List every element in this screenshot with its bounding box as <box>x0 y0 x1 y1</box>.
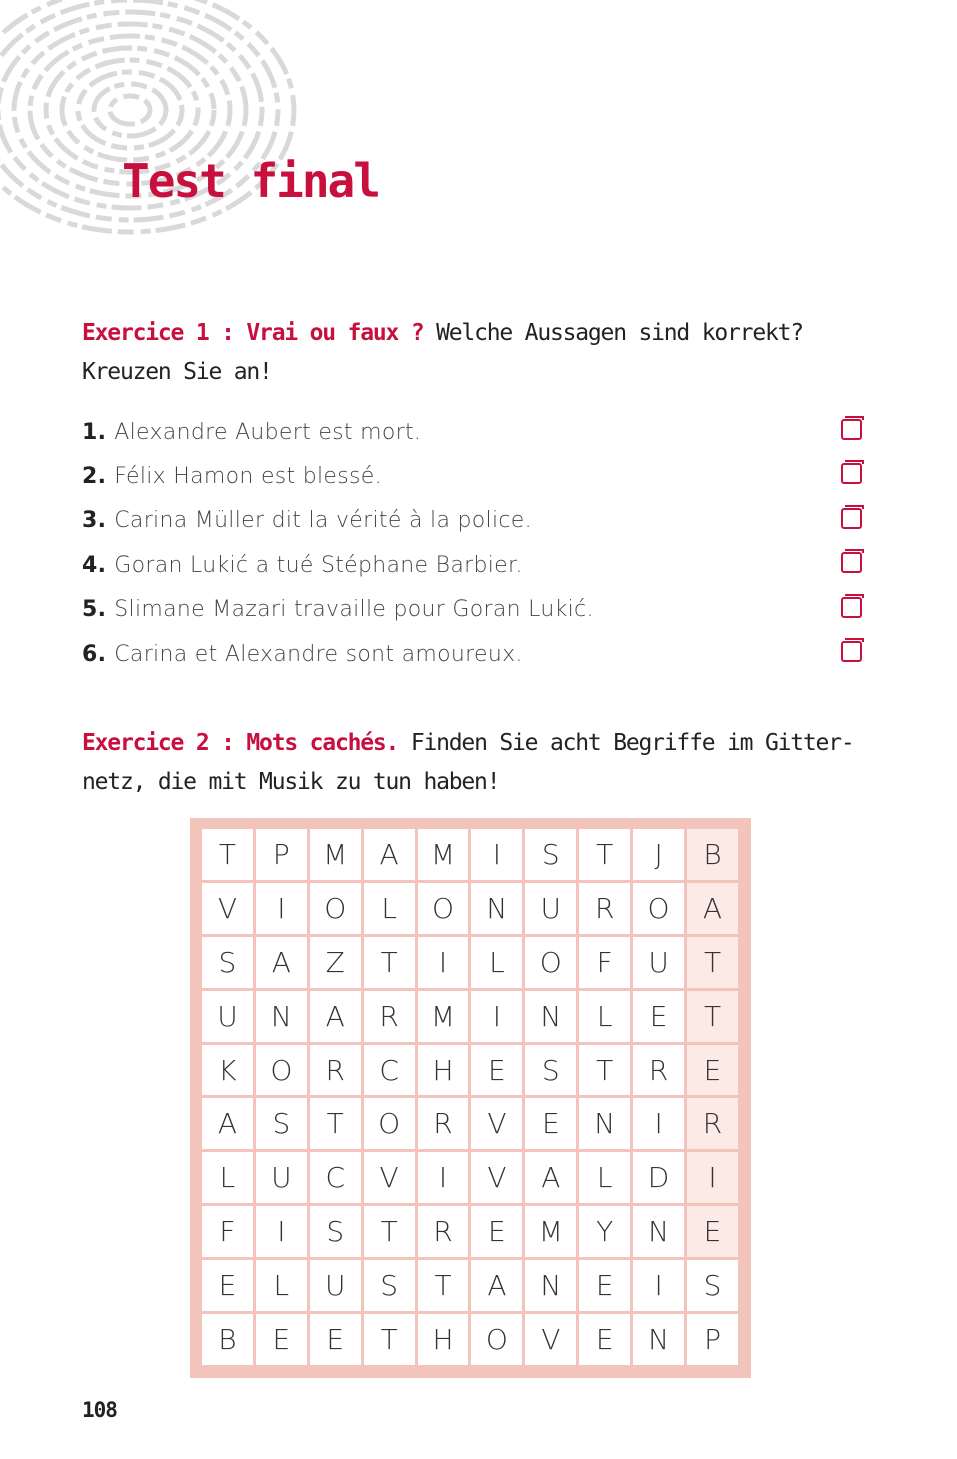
fingerprint-decoration <box>0 0 320 280</box>
word-search-grid <box>199 826 741 1368</box>
grid-cell[interactable]: H <box>416 1043 470 1097</box>
grid-cell[interactable]: A <box>201 1097 255 1151</box>
grid-cell[interactable]: A <box>686 881 740 935</box>
grid-row <box>201 1259 740 1313</box>
grid-cell[interactable]: I <box>416 935 470 989</box>
grid-cell[interactable]: V <box>201 881 255 935</box>
grid-cell[interactable]: I <box>470 989 524 1043</box>
grid-row <box>201 935 740 989</box>
grid-row <box>201 989 740 1043</box>
grid-cell[interactable]: N <box>470 881 524 935</box>
statement-checkbox[interactable] <box>841 508 862 529</box>
grid-cell[interactable]: R <box>686 1097 740 1151</box>
grid-cell[interactable]: B <box>686 828 740 882</box>
grid-cell[interactable]: T <box>578 1043 632 1097</box>
statement-checkbox[interactable] <box>841 641 862 662</box>
grid-cell[interactable]: R <box>308 1043 362 1097</box>
statement-text: Slimane Mazari travaille pour Goran Lukić. <box>114 597 594 623</box>
grid-cell[interactable]: U <box>308 1259 362 1313</box>
statement-item <box>82 454 864 498</box>
grid-row <box>201 828 740 882</box>
grid-cell[interactable]: J <box>632 828 686 882</box>
statement-text: Carina Müller dit la vérité à la police. <box>114 508 532 534</box>
statement-number: 6. <box>82 641 107 667</box>
grid-cell[interactable]: A <box>524 1151 578 1205</box>
statement-number: 4. <box>82 552 107 578</box>
grid-cell[interactable]: Y <box>578 1205 632 1259</box>
grid-cell[interactable]: P <box>686 1313 740 1367</box>
grid-cell[interactable]: L <box>578 989 632 1043</box>
grid-cell[interactable]: U <box>524 881 578 935</box>
grid-cell[interactable]: S <box>201 935 255 989</box>
grid-cell[interactable]: U <box>254 1151 308 1205</box>
grid-cell[interactable]: V <box>362 1151 416 1205</box>
grid-cell[interactable]: S <box>524 828 578 882</box>
grid-cell[interactable]: E <box>578 1313 632 1367</box>
grid-row <box>201 1313 740 1367</box>
grid-cell[interactable]: N <box>524 989 578 1043</box>
grid-row <box>201 1043 740 1097</box>
statement-number: 1. <box>82 419 107 445</box>
statement-item <box>82 410 864 454</box>
grid-cell[interactable]: O <box>470 1313 524 1367</box>
grid-cell[interactable]: E <box>254 1313 308 1367</box>
statement-text: Goran Lukić a tué Stéphane Barbier. <box>114 552 523 578</box>
grid-cell[interactable]: M <box>416 989 470 1043</box>
exercise-1-instruction: Welche Aussagen sind korrekt? Kreuzen Sie an! <box>82 320 803 385</box>
statement-text: Carina et Alexandre sont amoureux. <box>114 641 523 667</box>
grid-cell[interactable]: C <box>362 1043 416 1097</box>
grid-cell[interactable]: T <box>201 828 255 882</box>
statement-item <box>82 499 864 543</box>
grid-cell[interactable]: S <box>362 1259 416 1313</box>
grid-cell[interactable]: L <box>201 1151 255 1205</box>
grid-cell[interactable]: L <box>254 1259 308 1313</box>
grid-cell[interactable]: E <box>686 1043 740 1097</box>
grid-cell[interactable]: I <box>416 1151 470 1205</box>
word-search-frame <box>190 818 751 1378</box>
grid-cell[interactable]: R <box>416 1097 470 1151</box>
grid-cell[interactable]: E <box>632 989 686 1043</box>
grid-cell[interactable]: N <box>578 1097 632 1151</box>
grid-cell[interactable]: R <box>416 1205 470 1259</box>
grid-cell[interactable]: T <box>686 989 740 1043</box>
grid-cell[interactable]: E <box>201 1259 255 1313</box>
grid-cell[interactable]: K <box>201 1043 255 1097</box>
grid-cell[interactable]: N <box>632 1205 686 1259</box>
grid-cell[interactable]: N <box>254 989 308 1043</box>
grid-cell[interactable]: S <box>686 1259 740 1313</box>
grid-cell[interactable]: F <box>201 1205 255 1259</box>
grid-cell[interactable]: H <box>416 1313 470 1367</box>
exercise-1-heading <box>82 314 872 392</box>
exercise-2-heading <box>82 724 872 802</box>
grid-cell[interactable]: U <box>632 935 686 989</box>
statement-text: Alexandre Aubert est mort. <box>114 419 422 445</box>
grid-cell[interactable]: S <box>524 1043 578 1097</box>
grid-cell[interactable]: S <box>254 1097 308 1151</box>
grid-cell[interactable]: P <box>254 828 308 882</box>
grid-cell[interactable]: T <box>686 935 740 989</box>
grid-cell[interactable]: O <box>254 1043 308 1097</box>
grid-cell[interactable]: V <box>470 1151 524 1205</box>
grid-cell[interactable]: T <box>308 1097 362 1151</box>
grid-cell[interactable]: M <box>524 1205 578 1259</box>
grid-cell[interactable]: E <box>470 1043 524 1097</box>
statement-checkbox[interactable] <box>841 597 862 618</box>
grid-cell[interactable]: A <box>362 828 416 882</box>
grid-cell[interactable]: N <box>524 1259 578 1313</box>
grid-cell[interactable]: O <box>362 1097 416 1151</box>
grid-cell[interactable]: I <box>254 1205 308 1259</box>
grid-cell[interactable]: O <box>524 935 578 989</box>
statement-list <box>82 410 864 676</box>
grid-cell[interactable]: I <box>686 1151 740 1205</box>
grid-cell[interactable]: O <box>632 881 686 935</box>
grid-row <box>201 1097 740 1151</box>
grid-cell[interactable]: V <box>470 1097 524 1151</box>
page-number: 108 <box>82 1398 117 1422</box>
grid-cell[interactable]: E <box>308 1313 362 1367</box>
statement-item <box>82 588 864 632</box>
statement-number: 2. <box>82 464 107 490</box>
grid-cell[interactable]: L <box>362 881 416 935</box>
statement-text: Félix Hamon est blessé. <box>114 464 382 490</box>
exercise-2-instruction: Finden Sie acht Begriffe im Gitter-netz, die mit Musik zu tun haben! <box>82 730 854 795</box>
grid-cell[interactable]: R <box>578 881 632 935</box>
exercise-1-label: Exercice 1 : Vrai ou faux ? <box>82 320 424 346</box>
page-title: Test final <box>122 154 379 208</box>
grid-cell[interactable]: C <box>308 1151 362 1205</box>
grid-cell[interactable]: R <box>362 989 416 1043</box>
grid-cell[interactable]: O <box>416 881 470 935</box>
grid-cell[interactable]: B <box>201 1313 255 1367</box>
statement-item <box>82 543 864 587</box>
grid-cell[interactable]: N <box>632 1313 686 1367</box>
grid-cell[interactable]: A <box>470 1259 524 1313</box>
grid-cell[interactable]: U <box>201 989 255 1043</box>
grid-cell[interactable]: L <box>578 1151 632 1205</box>
grid-cell[interactable]: O <box>308 881 362 935</box>
grid-row <box>201 1205 740 1259</box>
grid-cell[interactable]: V <box>524 1313 578 1367</box>
grid-cell[interactable]: M <box>416 828 470 882</box>
grid-cell[interactable]: E <box>524 1097 578 1151</box>
grid-cell[interactable]: E <box>686 1205 740 1259</box>
grid-cell[interactable]: T <box>362 1205 416 1259</box>
statement-checkbox[interactable] <box>841 463 862 484</box>
grid-cell[interactable]: T <box>362 1313 416 1367</box>
grid-cell[interactable]: F <box>578 935 632 989</box>
statement-number: 3. <box>82 508 107 534</box>
grid-cell[interactable]: M <box>308 828 362 882</box>
grid-row <box>201 881 740 935</box>
statement-checkbox[interactable] <box>841 552 862 573</box>
grid-cell[interactable]: T <box>362 935 416 989</box>
statement-checkbox[interactable] <box>841 419 862 440</box>
grid-cell[interactable]: Z <box>308 935 362 989</box>
grid-cell[interactable]: A <box>254 935 308 989</box>
grid-cell[interactable]: A <box>308 989 362 1043</box>
grid-cell[interactable]: I <box>254 881 308 935</box>
exercise-2-label: Exercice 2 : Mots cachés. <box>82 730 399 756</box>
grid-cell[interactable]: I <box>632 1097 686 1151</box>
grid-cell[interactable]: I <box>632 1259 686 1313</box>
statement-number: 5. <box>82 597 107 623</box>
grid-cell[interactable]: R <box>632 1043 686 1097</box>
grid-cell[interactable]: E <box>578 1259 632 1313</box>
grid-cell[interactable]: E <box>470 1205 524 1259</box>
grid-cell[interactable]: I <box>470 828 524 882</box>
grid-cell[interactable]: T <box>578 828 632 882</box>
grid-cell[interactable]: T <box>416 1259 470 1313</box>
grid-row <box>201 1151 740 1205</box>
statement-item <box>82 632 864 676</box>
grid-cell[interactable]: S <box>308 1205 362 1259</box>
grid-cell[interactable]: D <box>632 1151 686 1205</box>
grid-cell[interactable]: L <box>470 935 524 989</box>
